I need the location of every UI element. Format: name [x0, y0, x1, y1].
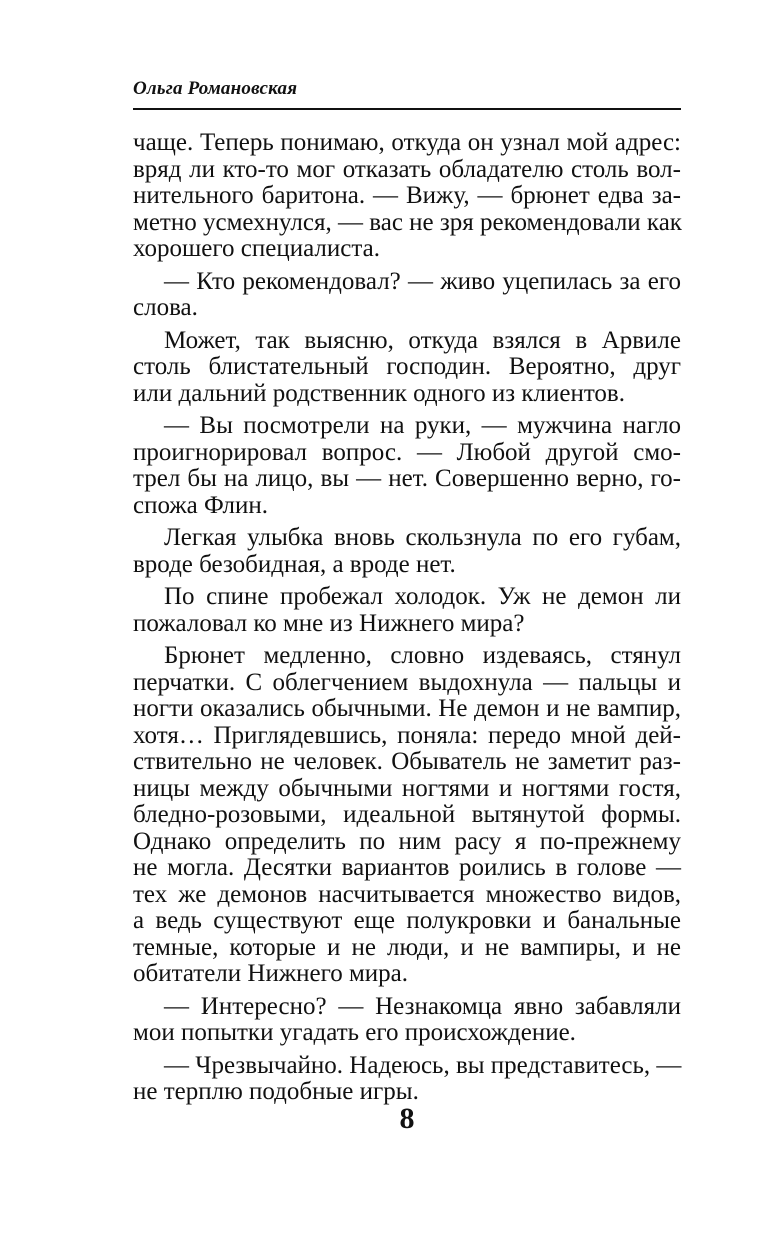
paragraph: [133, 584, 681, 637]
paragraph: [133, 1053, 681, 1106]
text-line: перчатки. С облегчением выдохнула — пальцы и: [133, 668, 681, 696]
text-line: трел бы на лицо, вы — нет. Совершенно верно, го-: [133, 465, 681, 492]
paragraph: [133, 130, 681, 263]
text-line: слова.: [133, 294, 198, 321]
text-line: пожаловал ко мне из Нижнего мира?: [133, 609, 525, 637]
text-line: вроде безобидная, а вроде нет.: [133, 550, 456, 578]
text-line: столь блистательный господин. Вероятно, друг: [133, 353, 681, 380]
text-line: бледно-розовыми, идеальной вытянутой формы.: [133, 801, 681, 828]
paragraph: [133, 525, 681, 578]
text-line: ногти оказались обычными. Не демон и не вампир,: [133, 695, 681, 722]
text-line: Легкая улыбка вновь скользнула по его губам,: [164, 524, 681, 551]
paragraph: [133, 413, 681, 519]
text-line: или дальний родственник одного из клиентов.: [133, 379, 625, 407]
text-line: — Чрезвычайно. Надеюсь, вы представитесь, —: [164, 1051, 682, 1079]
text-line: спожа Флин.: [133, 491, 268, 519]
text-line: тех же демонов насчитывается множество видов,: [133, 880, 681, 908]
text-line: ницы между обычными ногтями и ногтями гостя,: [133, 774, 681, 802]
text-line: обитатели Нижнего мира.: [133, 960, 409, 987]
text-line: хотя… Приглядевшись, поняла: передо мной дей-: [133, 721, 681, 749]
paragraph: [133, 328, 681, 408]
text-line: чаще. Теперь понимаю, откуда он узнал мой адрес:: [133, 129, 681, 156]
text-line: По спине пробежал холодок. Уж не демон ли: [164, 583, 681, 610]
text-line: а ведь существуют еще полукровки и банальные: [133, 907, 681, 934]
text-line: Может, так выясню, откуда взялся в Арвиле: [164, 326, 681, 354]
text-line: темные, которые и не люди, и не вампиры, и не: [133, 933, 681, 961]
running-header: [133, 78, 681, 110]
text-line: вряд ли кто-то мог отказать обладателю столь вол-: [133, 155, 681, 183]
text-line: — Интересно? — Незнакомца явно забавляли: [164, 992, 681, 1020]
text-line: ствительно не человек. Обыватель не заметит раз-: [133, 748, 681, 775]
text-line: проигнорировал вопрос. — Любой другой смо-: [133, 438, 681, 466]
text-line: хорошего специалиста.: [133, 235, 380, 262]
header-author: Ольга Романовская: [133, 78, 298, 99]
text-line: — Вы посмотрели на руки, — мужчина нагло: [164, 412, 681, 439]
text-line: Брюнет медленно, словно издеваясь, стянул: [164, 642, 681, 669]
paragraph: [133, 643, 681, 988]
text-line: метно усмехнулся, — вас не зря рекомендовали как: [133, 208, 682, 236]
paragraph: [133, 269, 681, 322]
body-text: [133, 130, 681, 1112]
page-number: 8: [399, 1102, 415, 1135]
text-line: мои попытки угадать его происхождение.: [133, 1019, 576, 1046]
text-line: не могла. Десятки вариантов роились в голове —: [133, 854, 681, 881]
text-line: — Кто рекомендовал? — живо уцепилась за его: [164, 267, 681, 295]
paragraph: [133, 994, 681, 1047]
text-line: Однако определить по ним расу я по-прежнему: [133, 827, 681, 855]
text-line: нительного баритона. — Вижу, — брюнет едва за-: [133, 182, 681, 209]
text-line: не терплю подобные игры.: [133, 1078, 419, 1105]
